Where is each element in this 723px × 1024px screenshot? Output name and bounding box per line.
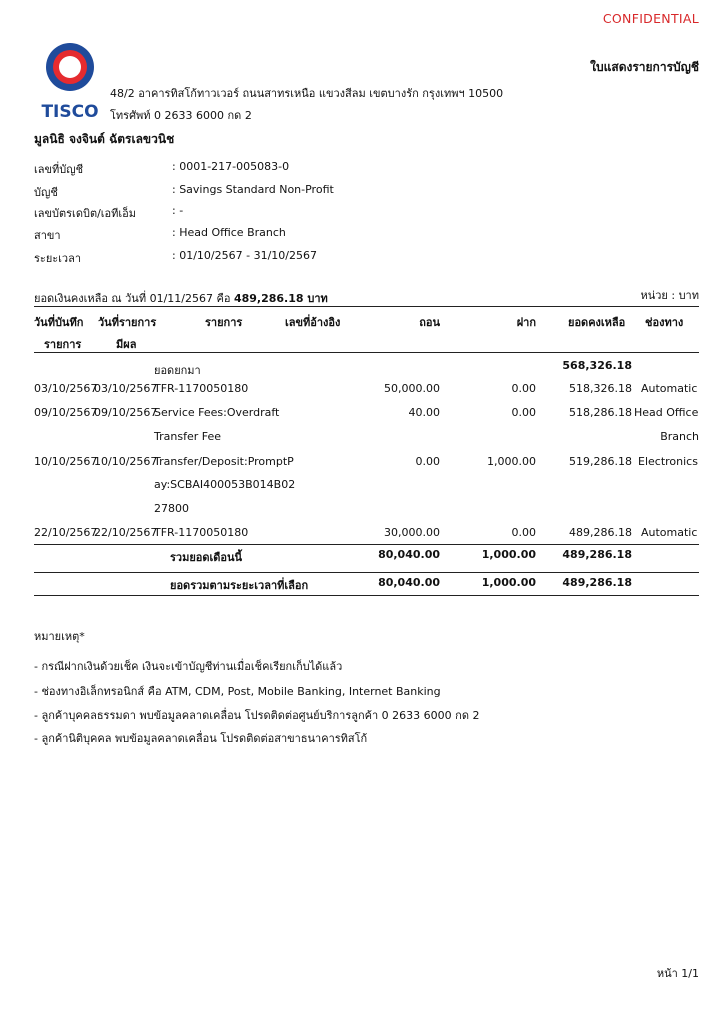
info-value-account-no: : 0001-217-005083-0 bbox=[172, 160, 290, 173]
month-total-balance: 489,286.18 bbox=[562, 548, 632, 561]
row-effective-date: 22/10/2567 bbox=[94, 526, 158, 539]
header-withdraw: ถอน bbox=[419, 316, 440, 329]
month-total-withdraw: 80,040.00 bbox=[378, 548, 440, 561]
row-balance: 519,286.18 bbox=[569, 455, 632, 468]
row-date: 10/10/2567 bbox=[34, 455, 98, 468]
header-record-date-line2: รายการ bbox=[44, 338, 82, 351]
table-top-rule bbox=[34, 306, 699, 307]
note-item: - กรณีฝากเงินด้วยเช็ค เงินจะเข้าบัญชีท่านเมื่อเช็คเรียกเก็บได้แล้ว bbox=[34, 660, 343, 673]
row-balance: 518,286.18 bbox=[569, 406, 632, 419]
info-label-account-no: เลขที่บัญชี bbox=[34, 163, 84, 176]
tisco-logo-icon bbox=[40, 41, 100, 121]
notes-title: หมายเหตุ* bbox=[34, 630, 85, 643]
row-deposit: 1,000.00 bbox=[487, 455, 536, 468]
row-channel: Automatic bbox=[641, 526, 698, 539]
period-total-balance: 489,286.18 bbox=[562, 576, 632, 589]
row-deposit: 0.00 bbox=[511, 406, 536, 419]
note-item: - ลูกค้านิติบุคคล พบข้อมูลคลาดเคลื่อน โปรดติดต่อสาขาธนาคารทิสโก้ bbox=[34, 732, 368, 745]
row-date: 22/10/2567 bbox=[34, 526, 98, 539]
info-value-card-no: : - bbox=[172, 204, 184, 217]
month-total-deposit: 1,000.00 bbox=[481, 548, 536, 561]
row-date: 09/10/2567 bbox=[34, 406, 98, 419]
period-total-label: ยอดรวมตามระยะเวลาที่เลือก bbox=[170, 579, 309, 592]
page-number: หน้า 1/1 bbox=[656, 967, 699, 980]
header-channel: ช่องทาง bbox=[645, 316, 684, 329]
brought-forward-balance: 568,326.18 bbox=[562, 359, 632, 372]
month-total-top-rule bbox=[34, 544, 699, 545]
info-value-period: : 01/10/2567 - 31/10/2567 bbox=[172, 249, 317, 262]
row-description: Transfer/Deposit:PromptP bbox=[154, 455, 294, 468]
period-total-deposit: 1,000.00 bbox=[481, 576, 536, 589]
tisco-logo bbox=[40, 41, 100, 121]
bank-address: 48/2 อาคารทิสโก้ทาวเวอร์ ถนนสาทรเหนือ แขวงสีลม เขตบางรัก กรุงเทพฯ 10500 bbox=[110, 87, 504, 100]
row-description-line2: Transfer Fee bbox=[154, 430, 221, 443]
balance-summary bbox=[34, 289, 328, 307]
row-description: TFR-1170050180 bbox=[154, 526, 249, 539]
info-label-card-no: เลขบัตรเดบิต/เอทีเอ็ม bbox=[34, 207, 137, 220]
period-total-top-rule bbox=[34, 572, 699, 573]
row-effective-date: 10/10/2567 bbox=[94, 455, 158, 468]
header-record-date: วันที่บันทึก bbox=[34, 316, 84, 329]
info-label-branch: สาขา bbox=[34, 229, 61, 242]
unit-label: หน่วย : บาท bbox=[640, 289, 699, 302]
row-deposit: 0.00 bbox=[511, 382, 536, 395]
row-description: Service Fees:Overdraft bbox=[154, 406, 280, 419]
row-withdraw: 0.00 bbox=[415, 455, 440, 468]
row-withdraw: 50,000.00 bbox=[384, 382, 440, 395]
note-item: - ช่องทางอิเล็กทรอนิกส์ คือ ATM, CDM, Post, Mobile Banking, Internet Banking bbox=[34, 685, 441, 698]
brought-forward-label: ยอดยกมา bbox=[154, 364, 201, 377]
row-deposit: 0.00 bbox=[511, 526, 536, 539]
info-value-account-type: : Savings Standard Non-Profit bbox=[172, 183, 334, 196]
info-label-period: ระยะเวลา bbox=[34, 252, 82, 265]
logo-text: TISCO bbox=[41, 102, 99, 121]
row-withdraw: 40.00 bbox=[408, 406, 440, 419]
header-effective-date: วันที่รายการ bbox=[98, 316, 157, 329]
header-description: รายการ bbox=[205, 316, 243, 329]
header-deposit: ฝาก bbox=[516, 316, 536, 329]
info-value-branch: : Head Office Branch bbox=[172, 226, 286, 239]
row-date: 03/10/2567 bbox=[34, 382, 98, 395]
row-balance: 518,326.18 bbox=[569, 382, 632, 395]
balance-amount: 489,286.18 บาท bbox=[233, 292, 328, 305]
header-reference: เลขที่อ้างอิง bbox=[285, 316, 341, 329]
balance-prefix: ยอดเงินคงเหลือ ณ วันที่ 01/11/2567 คือ bbox=[34, 292, 231, 305]
header-bottom-rule bbox=[34, 352, 699, 353]
bank-phone: โทรศัพท์ 0 2633 6000 กด 2 bbox=[110, 109, 252, 122]
confidential-label: CONFIDENTIAL bbox=[602, 11, 699, 26]
month-total-label: รวมยอดเดือนนี้ bbox=[170, 551, 243, 564]
header-effective-date-line2: มีผล bbox=[116, 338, 137, 351]
account-owner: มูลนิธิ จงจินต์ ฉัตรเลขวนิช bbox=[34, 132, 175, 146]
row-description: TFR-1170050180 bbox=[154, 382, 249, 395]
row-withdraw: 30,000.00 bbox=[384, 526, 440, 539]
header-balance: ยอดคงเหลือ bbox=[568, 316, 626, 329]
row-channel: Head Office bbox=[634, 406, 699, 419]
document-title: ใบแสดงรายการบัญชี bbox=[590, 60, 699, 74]
note-item: - ลูกค้าบุคคลธรรมดา พบข้อมูลคลาดเคลื่อน โปรดติดต่อศูนย์บริการลูกค้า 0 2633 6000 กด 2 bbox=[34, 709, 480, 722]
info-label-account-type: บัญชี bbox=[34, 186, 58, 199]
row-effective-date: 03/10/2567 bbox=[94, 382, 158, 395]
row-effective-date: 09/10/2567 bbox=[94, 406, 158, 419]
row-channel: Electronics bbox=[638, 455, 698, 468]
row-channel: Automatic bbox=[641, 382, 698, 395]
row-description-line3: 27800 bbox=[154, 502, 189, 515]
row-balance: 489,286.18 bbox=[569, 526, 632, 539]
table-bottom-rule bbox=[34, 595, 699, 596]
row-description-line2: ay:SCBAI400053B014B02 bbox=[154, 478, 296, 491]
period-total-withdraw: 80,040.00 bbox=[378, 576, 440, 589]
row-channel-line2: Branch bbox=[660, 430, 699, 443]
